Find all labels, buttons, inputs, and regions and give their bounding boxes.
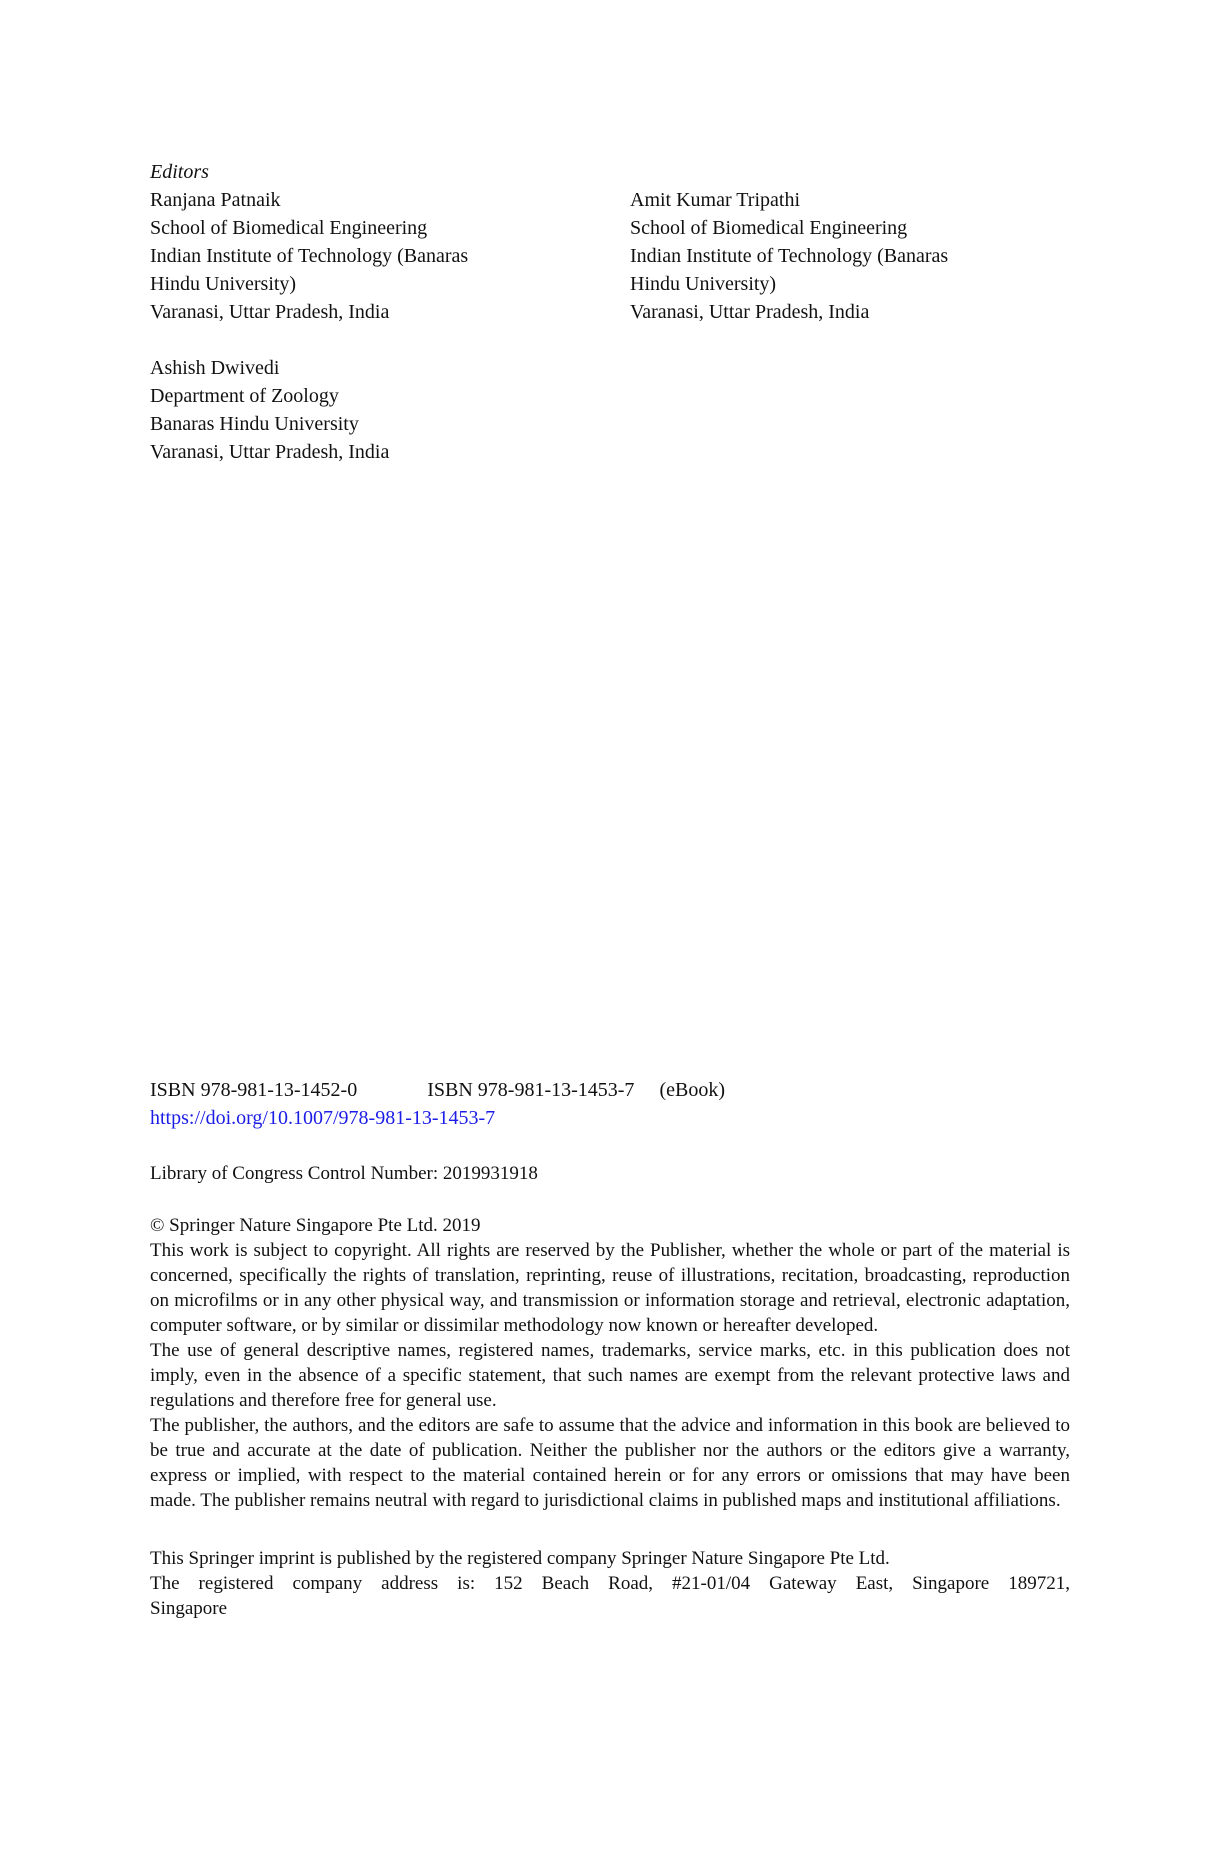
editor-block-ranjana-patnaik — [150, 186, 630, 326]
editor-affiliation-line: Hindu University) — [630, 273, 777, 295]
trademark-paragraph: The use of general descriptive names, registered names, trademarks, service marks, etc. in this publication does not imply, even in the absence of a specific statement, that such names are exempt from the relevant protective laws and regulations and therefore free for general use. — [150, 1340, 1070, 1411]
doi-line — [150, 1104, 1070, 1132]
editor-block-amit-kumar-tripathi — [630, 186, 1070, 326]
print-isbn: ISBN 978-981-13-1452-0 — [150, 1079, 358, 1101]
imprint-line: This Springer imprint is published by the registered company Springer Nature Singapore Pte Ltd. — [150, 1548, 890, 1569]
spacer — [150, 1132, 1070, 1160]
editors-heading: Editors — [150, 161, 209, 183]
editor-affiliation-line: Department of Zoology — [150, 385, 339, 407]
editor-name: Ashish Dwivedi — [150, 357, 280, 379]
lccn-line: Library of Congress Control Number: 2019931918 — [150, 1163, 538, 1184]
editor-affiliation-line: Hindu University) — [150, 273, 297, 295]
editor-affiliation-line: Indian Institute of Technology (Banaras — [630, 245, 949, 267]
spacer — [150, 1188, 1070, 1213]
editor-affiliation-line: School of Biomedical Engineering — [630, 217, 908, 239]
editor-affiliation-line: Varanasi, Uttar Pradesh, India — [630, 301, 870, 323]
imprint-country-line: Singapore — [150, 1598, 228, 1619]
editor-name: Amit Kumar Tripathi — [630, 189, 801, 211]
copyright-paragraph: This work is subject to copyright. All rights are reserved by the Publisher, whether the whole or part of the material is concerned, specifically the rights of translation, reprinting, reuse of illustrations, recitation, broadcasting, reproduction on microfilms or in any other physical way, and transmission or information storage and retrieval, electronic adaptation, computer software, or by similar or dissimilar methodology now known or hereafter developed. — [150, 1240, 1070, 1336]
editor-affiliation-line: Varanasi, Uttar Pradesh, India — [150, 441, 390, 463]
editor-affiliation-line: Varanasi, Uttar Pradesh, India — [150, 301, 390, 323]
editor-affiliation-line: School of Biomedical Engineering — [150, 217, 428, 239]
editors-section — [150, 158, 1070, 466]
copyright-notice: © Springer Nature Singapore Pte Ltd. 2019 — [150, 1215, 481, 1236]
publication-info-section — [150, 1076, 1070, 1621]
imprint-address-line: The registered company address is: 152 Beach Road, #21-01/04 Gateway East, Singapore 189721, — [150, 1573, 1070, 1594]
isbn-row — [150, 1076, 1070, 1104]
doi-link[interactable]: https://doi.org/10.1007/978-981-13-1453-7 — [150, 1107, 496, 1129]
editor-affiliation-line: Banaras Hindu University — [150, 413, 359, 435]
editors-row-1 — [150, 186, 1070, 326]
spacer — [150, 1513, 1070, 1546]
disclaimer-paragraph: The publisher, the authors, and the editors are safe to assume that the advice and information in this book are believed to be true and accurate at the date of publication. Neither the publisher nor the authors or the editors give a warranty, express or implied, with respect to the material contained herein or for any errors or omissions that may have been made. The publisher remains neutral with regard to jurisdictional claims in published maps and institutional affiliations. — [150, 1415, 1070, 1511]
editor-affiliation-line: Indian Institute of Technology (Banaras — [150, 245, 469, 267]
editor-block-ashish-dwivedi — [150, 354, 1070, 466]
editor-name: Ranjana Patnaik — [150, 189, 281, 211]
ebook-label: (eBook) — [659, 1079, 725, 1101]
ebook-isbn: ISBN 978-981-13-1453-7 — [427, 1079, 635, 1101]
